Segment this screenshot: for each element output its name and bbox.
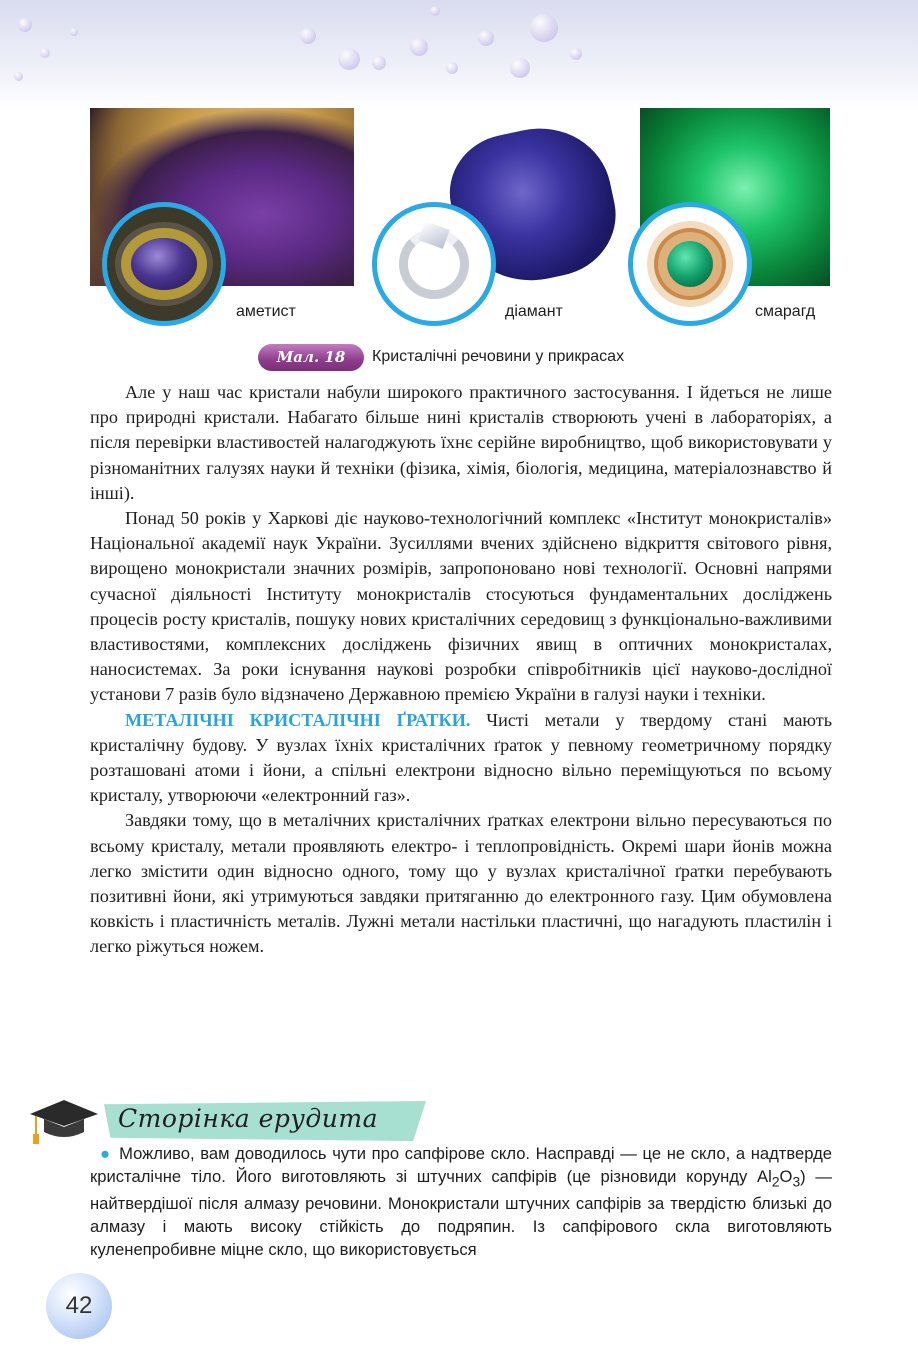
bubble-decoration xyxy=(338,48,360,70)
paragraph-applications: Але у наш час кристали набули широкого практичного застосування. І йдеться не лише про природні кристали. Набагато більше нині кристалів створюють учені в лабораторіях, а після перевірки властивостей налагоджують їхнє серійне виробництво, щоб використовувати у різноманітних галузях науки й техніки (фізика, хімія, біологія, медицина, матеріалознавство й інші). xyxy=(90,382,832,503)
bullet-icon: ● xyxy=(100,1144,112,1163)
bubble-decoration xyxy=(18,18,32,32)
graduation-cap-icon xyxy=(28,1096,100,1148)
bubble-decoration xyxy=(430,6,440,16)
bubble-decoration xyxy=(372,56,386,70)
page-number: 42 xyxy=(46,1273,112,1339)
diamond-label: діамант xyxy=(505,303,563,320)
paragraph-institute: Понад 50 років у Харкові діє науково-технологічний комплекс «Інститут монокристалів» Національної академії наук України. Зусиллями вчених здійснено відкриття світового рівня, вирощено монокристали значних розмірів, запропоновано нові технології. Основні напрями сучасної діяльності Інституту монокристалів стосуються фундаментальних досліджень процесів росту кристалів, пошуку нових кристалічних середовищ з функціонально-важливими властивостями, комплексних досліджень фізичних явищ в оптичних монокристалах, наносистемах. За роки існування наукові розробки співробітників цієї науково-дослідної установи 7 разів було відзначено Державною премією України в галузі науки і техніки. xyxy=(90,508,832,705)
bubble-decoration xyxy=(300,28,316,44)
bubble-decoration xyxy=(530,14,558,42)
amethyst-label: аметист xyxy=(236,303,296,320)
emerald-label: смарагд xyxy=(755,303,816,320)
top-decoration xyxy=(0,0,918,110)
main-text xyxy=(90,380,832,960)
bubble-decoration xyxy=(478,30,494,46)
bubble-decoration xyxy=(14,72,23,81)
erudite-text: ● Можливо, вам доводилось чути про сапфірове скло. Насправді — це не скло, а надтверде кристалічне тіло. Його виготовляють зі штучних сапфірів (це різновиди корунду $Al_2O_3$) — найтвердішої після алмазу речовини. Монокристали штучних сапфірів за твердістю близькі до алмазу і мають високу стійкість до подряпин. Із сапфірового скла виготовляють куленепробивне міцне скло, що використовується xyxy=(90,1144,832,1259)
paragraph-conductivity: Завдяки тому, що в металічних кристалічних ґратках електрони вільно пересуваються по всьому кристалу, метали проявляють електро- і теплопровідність. Окремі шари йонів можна легко змістити один відносно одного, тому що у вузлах кристалічної ґратки перебувають позитивні йони, які утримуються завдяки притяганню до електронного газу. Цим обумовлена ковкість і пластичність металів. Лужні метали настільки пластичні, що нагадують пластилін і легко ріжуться ножем. xyxy=(90,810,832,957)
paragraph-metallic-lattice: МЕТАЛІЧНІ КРИСТАЛІЧНІ ҐРАТКИ. Чисті метали у твердому стані мають кристалічну будову. У вузлах їхніх кристалічних ґраток у певному геометричному порядку розташовані атоми і йони, а спільні електрони відносно вільно переміщуються по всьому кристалу, утворюючи «електронний газ». xyxy=(90,709,832,806)
bubble-decoration xyxy=(446,62,458,74)
amethyst-ring-inset xyxy=(102,202,226,326)
figure-caption: Кристалічні речовини у прикрасах xyxy=(372,348,625,365)
bubble-decoration xyxy=(70,28,78,36)
bubble-decoration xyxy=(510,58,530,78)
diamond-ring-inset xyxy=(372,202,496,326)
figure-badge: Мал. 18 xyxy=(258,344,364,371)
bubble-decoration xyxy=(570,48,582,60)
erudite-title: Сторінка ерудита xyxy=(118,1104,378,1133)
bubble-decoration xyxy=(40,48,50,58)
emerald-ring-inset xyxy=(628,202,752,326)
section-heading-metallic-lattice: МЕТАЛІЧНІ КРИСТАЛІЧНІ ҐРАТКИ. xyxy=(125,709,471,730)
bubble-decoration xyxy=(410,38,428,56)
